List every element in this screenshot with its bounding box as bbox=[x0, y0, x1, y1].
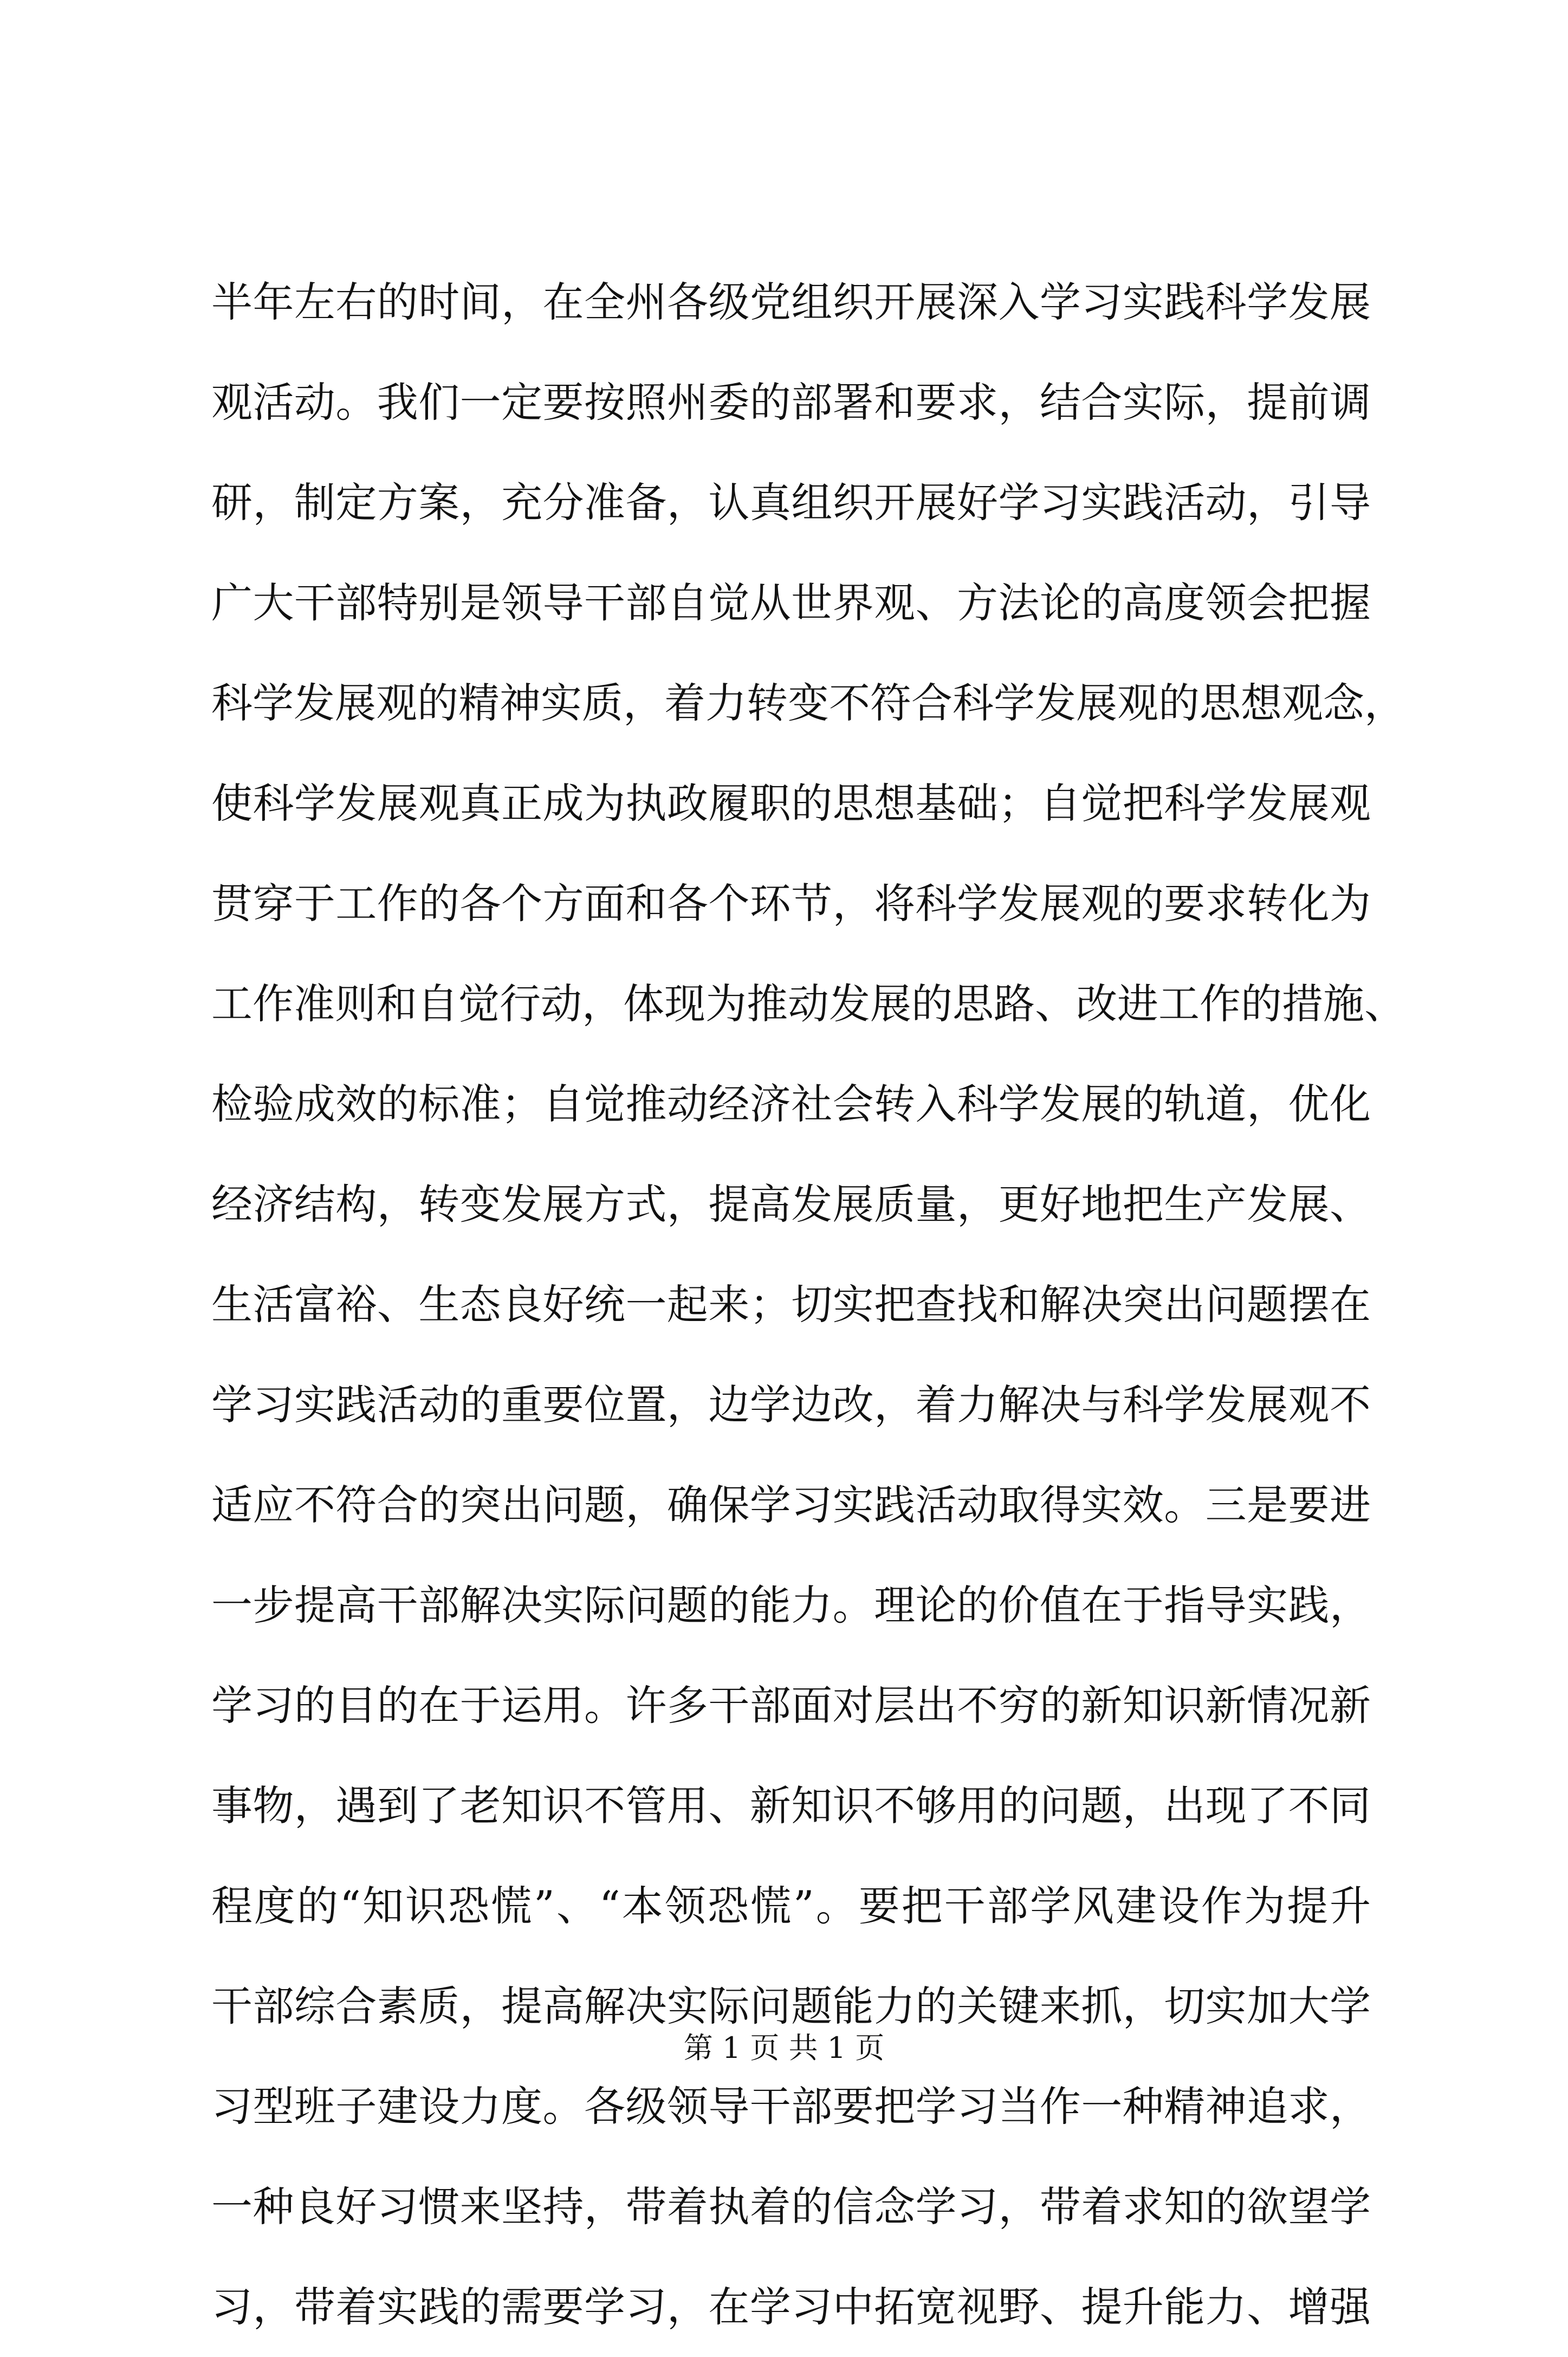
text-line-21: 习，带着实践的需要学习，在学习中拓宽视野、提升能力、增强 bbox=[211, 2283, 1371, 2331]
text-line-20: 一种良好习惯来坚持，带着执着的信念学习，带着求知的欲望学 bbox=[211, 2183, 1371, 2231]
text-line-16: 事物，遇到了老知识不管用、新知识不够用的问题，出现了不同 bbox=[211, 1782, 1371, 1830]
text-line-2: 观活动。我们一定要按照州委的部署和要求，结合实际，提前调 bbox=[211, 378, 1371, 426]
text-line-17: 程度的“知识恐慌”、“本领恐慌”。要把干部学风建设作为提升 bbox=[211, 1882, 1371, 1930]
text-line-9: 检验成效的标准；自觉推动经济社会转入科学发展的轨道，优化 bbox=[211, 1080, 1371, 1128]
text-line-14: 一步提高干部解决实际问题的能力。理论的价值在于指导实践， bbox=[211, 1581, 1371, 1629]
text-line-5: 科学发展观的精神实质，着力转变不符合科学发展观的思想观念， bbox=[211, 679, 1405, 727]
text-line-13: 适应不符合的突出问题，确保学习实践活动取得实效。三是要进 bbox=[211, 1481, 1371, 1529]
text-line-6: 使科学发展观真正成为执政履职的思想基础；自觉把科学发展观 bbox=[211, 779, 1371, 827]
text-line-7: 贯穿于工作的各个方面和各个环节，将科学发展观的要求转化为 bbox=[211, 879, 1371, 928]
text-line-19: 习型班子建设力度。各级领导干部要把学习当作一种精神追求， bbox=[211, 2082, 1371, 2131]
text-line-4: 广大干部特别是领导干部自觉从世界观、方法论的高度领会把握 bbox=[211, 579, 1371, 627]
text-line-3: 研，制定方案，充分准备，认真组织开展好学习实践活动，引导 bbox=[211, 478, 1371, 527]
text-line-11: 生活富裕、生态良好统一起来；切实把查找和解决突出问题摆在 bbox=[211, 1280, 1371, 1329]
text-line-1: 半年左右的时间，在全州各级党组织开展深入学习实践科学发展 bbox=[211, 278, 1371, 326]
text-line-8: 工作准则和自觉行动，体现为推动发展的思路、改进工作的措施、 bbox=[211, 980, 1405, 1028]
text-line-18: 干部综合素质，提高解决实际问题能力的关键来抓，切实加大学 bbox=[211, 1982, 1371, 2030]
text-line-12: 学习实践活动的重要位置，边学边改，着力解决与科学发展观不 bbox=[211, 1381, 1371, 1429]
text-line-10: 经济结构，转变发展方式，提高发展质量，更好地把生产发展、 bbox=[211, 1180, 1371, 1228]
page-number-label: 第 1 页 共 1 页 bbox=[683, 2031, 885, 2065]
text-line-15: 学习的目的在于运用。许多干部面对层出不穷的新知识新情况新 bbox=[211, 1681, 1371, 1730]
page-footer bbox=[0, 2026, 1568, 2070]
